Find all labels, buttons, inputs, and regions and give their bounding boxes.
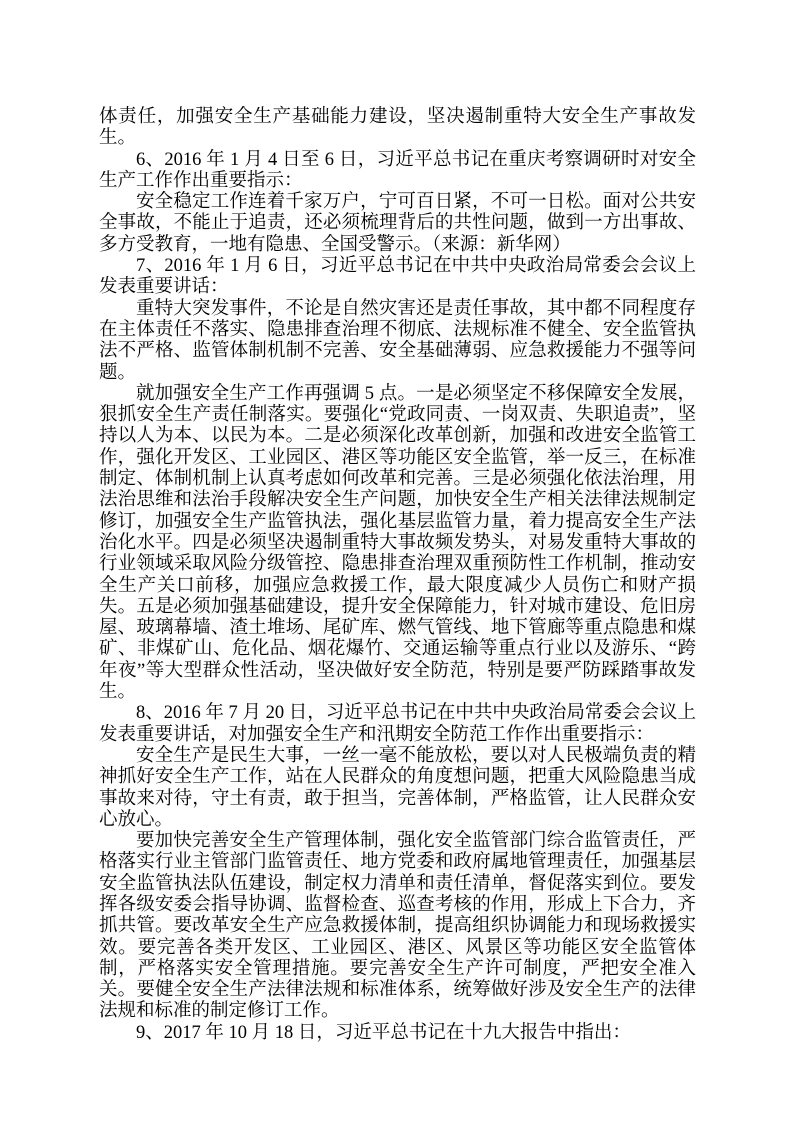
document-body (99, 107, 696, 1044)
paragraph-quote-6: 安全稳定工作连着千家万户，宁可百日紧，不可一日松。面对公共安全事故，不能止于追责，还必须梳理背后的共性问题，做到一方出事故、多方受教育，一地有隐患、全国受警示。（来源：新华网） (99, 192, 696, 255)
paragraph-item-9: 9、2017 年 10 月 18 日，习近平总书记在十九大报告中指出： (136, 1022, 631, 1043)
paragraph-item-6: 6、2016 年 1 月 4 日至 6 日，习近平总书记在重庆考察调研时对安全生产工作作出重要指示： (99, 149, 696, 191)
paragraph-continuation: 体责任，加强安全生产基础能力建设，坚决遏制重特大安全生产事故发生。 (99, 107, 696, 149)
paragraph-quote-8a: 安全生产是民生大事，一丝一毫不能放松，要以对人民极端负责的精神抓好安全生产工作，站在人民群众的角度想问题，把重大风险隐患当成事故来对待，守土有责，敢于担当，完善体制，严格监管，让人民群众安心放心。 (99, 745, 696, 830)
paragraph-item-8: 8、2016 年 7 月 20 日，习近平总书记在中共中央政治局常委会会议上发表重要讲话，对加强安全生产和汛期安全防范工作作出重要指示： (99, 703, 696, 745)
paragraph-quote-7b: 就加强安全生产工作再强调 5 点。一是必须坚定不移保障安全发展，狠抓安全生产责任制落实。要强化“党政同责、一岗双责、失职追责”，坚持以人为本、以民为本。二是必须深化改革创新，加强和改进安全监管工作，强化开发区、工业园区、港区等功能区安全监管，举一反三，在标准制定、体制机制上认真考虑如何改革和完善。三是必须强化依法治理，用法治思维和法治手段解决安全生产问题，加快安全生产相关法律法规制定修订，加强安全生产监管执法，强化基层监管力量，着力提高安全生产法治化水平。四是必须坚决遏制重特大事故频发势头，对易发重特大事故的行业领域采取风险分级管控、隐患排查治理双重预防性工作机制，推动安全生产关口前移，加强应急救援工作，最大限度减少人员伤亡和财产损失。五是必须加强基础建设，提升安全保障能力，针对城市建设、危旧房屋、玻璃幕墙、渣土堆场、尾矿库、燃气管线、地下管廊等重点隐患和煤矿、非煤矿山、危化品、烟花爆竹、交通运输等重点行业以及游乐、“跨年夜”等大型群众性活动，坚决做好安全防范，特别是要严防踩踏事故发生。 (99, 383, 696, 703)
paragraph-item-7: 7、2016 年 1 月 6 日，习近平总书记在中共中央政治局常委会会议上发表重要讲话： (99, 256, 696, 298)
paragraph-quote-7a: 重特大突发事件，不论是自然灾害还是责任事故，其中都不同程度存在主体责任不落实、隐患排查治理不彻底、法规标准不健全、安全监管执法不严格、监管体制机制不完善、安全基础薄弱、应急救援能力不强等问题。 (99, 298, 696, 383)
paragraph-quote-8b: 要加快完善安全生产管理体制，强化安全监管部门综合监管责任，严格落实行业主管部门监管责任、地方党委和政府属地管理责任，加强基层安全监管执法队伍建设，制定权力清单和责任清单，督促落实到位。要发挥各级安委会指导协调、监督检查、巡查考核的作用，形成上下合力，齐抓共管。要改革安全生产应急救援体制，提高组织协调能力和现场救援实效。要完善各类开发区、工业园区、港区、风景区等功能区安全监管体制，严格落实安全管理措施。要完善安全生产许可制度，严把安全准入关。要健全安全生产法律法规和标准体系，统筹做好涉及安全生产的法律法规和标准的制定修订工作。 (99, 831, 696, 1022)
